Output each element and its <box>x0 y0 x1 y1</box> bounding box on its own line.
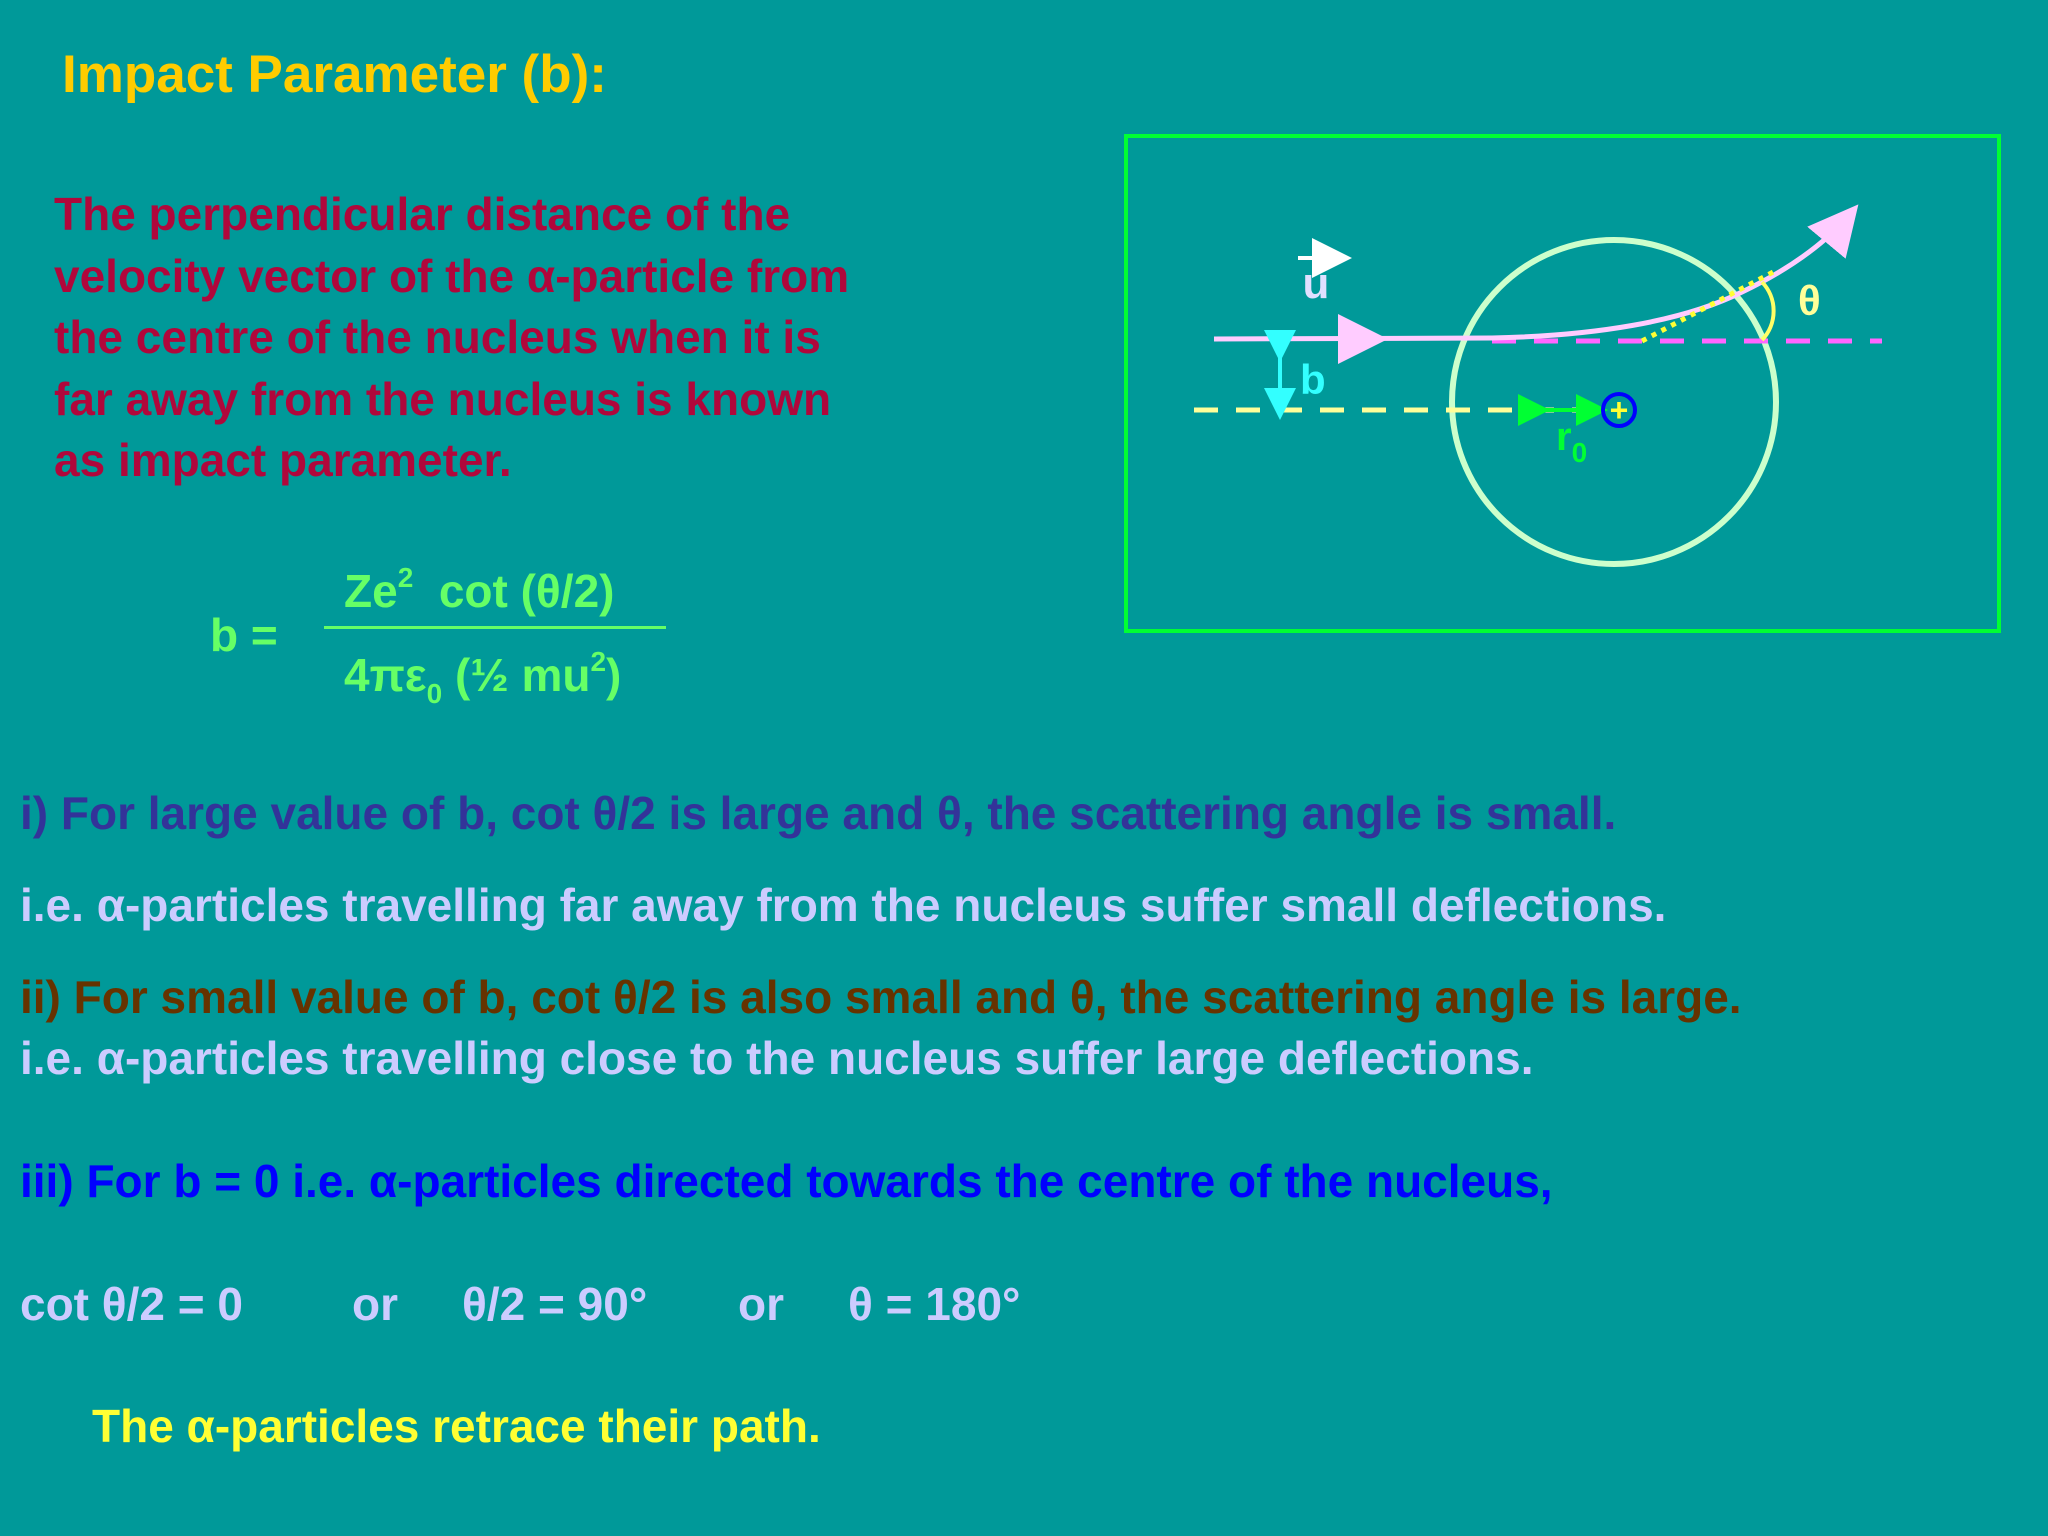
statement-large-b: i) For large value of b, cot θ/2 is large and θ, the scattering angle is small. <box>20 787 1617 839</box>
numerator-rest: cot (θ/2) <box>413 565 615 617</box>
page-title: Impact Parameter (b): <box>62 45 607 104</box>
formula-denominator <box>344 646 621 710</box>
statement-small-deflection: i.e. α-particles travelling far away from the nucleus suffer small deflections. <box>20 879 1667 931</box>
nucleus-plus-sign: + <box>1609 392 1629 428</box>
formula-numerator <box>344 562 614 618</box>
formula-lhs: b = <box>210 609 278 661</box>
fraction-bar <box>324 626 666 629</box>
denominator-subscript: 0 <box>426 678 443 709</box>
equation-or: or <box>738 1278 784 1330</box>
denominator-close: ) <box>606 649 622 701</box>
definition-line: the centre of the nucleus when it is <box>54 311 821 363</box>
statement-large-deflection: i.e. α-particles travelling close to the nucleus suffer large deflections. <box>20 1032 1534 1084</box>
theta-label: θ <box>1798 277 1821 324</box>
theta-arc <box>1762 282 1774 340</box>
u-label: u <box>1302 259 1330 308</box>
b-label: b <box>1300 356 1326 403</box>
scattering-diagram <box>1122 132 2004 636</box>
definition-line: far away from the nucleus is known <box>54 372 832 425</box>
statement-b-zero: iii) For b = 0 i.e. α-particles directed towards the centre of the nucleus, <box>20 1155 1553 1207</box>
denominator-exponent: 2 <box>590 646 607 677</box>
r0-subscript: 0 <box>1571 437 1588 468</box>
conclusion-retrace: The α-particles retrace their path. <box>92 1400 821 1452</box>
equation-half-angle: θ/2 = 90° <box>462 1278 648 1330</box>
numerator-exponent: 2 <box>397 562 414 593</box>
r0-letter: r <box>1556 415 1572 459</box>
equation-full-angle: θ = 180° <box>848 1278 1021 1330</box>
denominator-base: 4πε <box>344 649 427 701</box>
definition-line: velocity vector of the α-particle from <box>54 249 850 302</box>
equation-or: or <box>352 1278 398 1330</box>
equation-cot-zero: cot θ/2 = 0 <box>20 1278 244 1330</box>
r0-label <box>1556 415 1587 468</box>
definition-line: as impact parameter. <box>54 434 512 486</box>
definition-paragraph <box>54 184 1014 492</box>
denominator-middle: (½ mu <box>442 649 591 701</box>
definition-line: The perpendicular distance of the <box>54 188 791 240</box>
numerator-base: Ze <box>344 565 398 617</box>
statement-small-b: ii) For small value of b, cot θ/2 is also small and θ, the scattering angle is large. <box>20 971 1742 1023</box>
